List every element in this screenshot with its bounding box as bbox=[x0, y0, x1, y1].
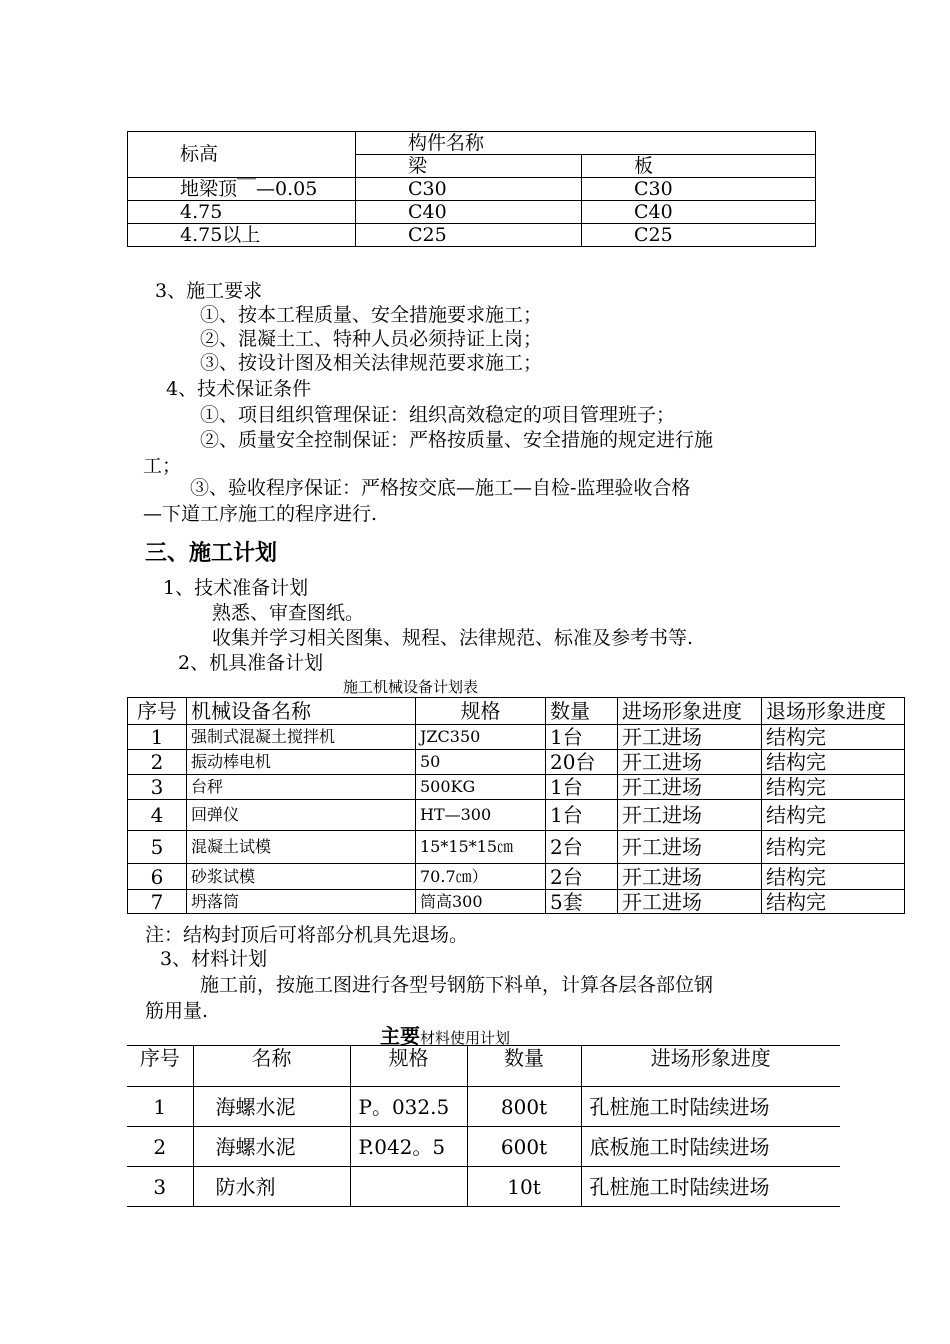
table-header-row bbox=[128, 698, 905, 725]
cell-name: 台秤 bbox=[187, 775, 416, 800]
cell-entry: 开工进场 bbox=[618, 864, 762, 890]
cell-no: 6 bbox=[128, 864, 187, 890]
header-spec: 规格 bbox=[416, 698, 546, 725]
header-qty: 数量 bbox=[546, 698, 618, 725]
cell-exit: 结构完 bbox=[762, 775, 905, 800]
equip-table-caption: 施工机械设备计划表 bbox=[343, 678, 479, 696]
guarantee-item-2-cont: 工； bbox=[143, 455, 182, 477]
equipment-note: 注：结构封顶后可将部分机具先退场。 bbox=[145, 924, 469, 946]
cell-name: 回弹仪 bbox=[187, 800, 416, 831]
header-slab: 板 bbox=[582, 155, 816, 178]
cell-no: 3 bbox=[128, 775, 187, 800]
table-row bbox=[128, 201, 816, 224]
cell-beam: C30 bbox=[356, 178, 582, 201]
cell-spec: 70.7㎝） bbox=[416, 864, 546, 890]
table-row bbox=[128, 890, 905, 914]
cell-qty: 5套 bbox=[546, 890, 618, 914]
guarantee-item-2: ②、质量安全控制保证：严格按质量、安全措施的规定进行施 bbox=[200, 429, 714, 451]
table-row bbox=[128, 224, 816, 247]
cell-qty: 1台 bbox=[546, 775, 618, 800]
cell-beam: C25 bbox=[356, 224, 582, 247]
cell-qty: 1台 bbox=[546, 800, 618, 831]
cell-entry: 开工进场 bbox=[618, 831, 762, 864]
cell-entry: 开工进场 bbox=[618, 800, 762, 831]
cell-name: 坍落筒 bbox=[187, 890, 416, 914]
cell-name: 砂浆试模 bbox=[187, 864, 416, 890]
requirement-item: ③、按设计图及相关法律规范要求施工； bbox=[200, 352, 543, 374]
section-heading: 三、施工计划 bbox=[145, 541, 278, 566]
cell-spec: JZC350 bbox=[416, 725, 546, 750]
requirement-item: ①、按本工程质量、安全措施要求施工； bbox=[200, 304, 543, 326]
cell-qty: 10t bbox=[467, 1167, 581, 1207]
header-elevation: 标高 bbox=[128, 132, 356, 178]
cell-no: 7 bbox=[128, 890, 187, 914]
cell-spec: 15*15*15㎝ bbox=[416, 831, 546, 864]
cell-spec: P。032.5 bbox=[350, 1087, 467, 1127]
header-spec: 规格 bbox=[350, 1046, 467, 1087]
cell-beam: C40 bbox=[356, 201, 582, 224]
cell-qty: 600t bbox=[467, 1127, 581, 1167]
table-row bbox=[128, 864, 905, 890]
cell-spec: 筒高300 bbox=[416, 890, 546, 914]
equip-prep-title: 2、机具准备计划 bbox=[178, 652, 324, 674]
cell-qty: 2台 bbox=[546, 864, 618, 890]
table-row bbox=[128, 775, 905, 800]
cell-spec bbox=[350, 1167, 467, 1207]
header-entry-progress: 进场形象进度 bbox=[618, 698, 762, 725]
caption-rest: 材料使用计划 bbox=[420, 1029, 511, 1047]
cell-spec: 50 bbox=[416, 750, 546, 775]
cell-no: 2 bbox=[127, 1127, 193, 1167]
table-header-row bbox=[127, 1046, 840, 1087]
table-row bbox=[128, 725, 905, 750]
header-qty: 数量 bbox=[467, 1046, 581, 1087]
cell-slab: C25 bbox=[582, 224, 816, 247]
cell-slab: C30 bbox=[582, 178, 816, 201]
cell-entry: 开工进场 bbox=[618, 775, 762, 800]
cell-entry: 开工进场 bbox=[618, 890, 762, 914]
header-component-name: 构件名称 bbox=[356, 132, 816, 155]
cell-spec: HT—300 bbox=[416, 800, 546, 831]
cell-no: 1 bbox=[128, 725, 187, 750]
cell-elevation: 地梁顶￣—0.05 bbox=[128, 178, 356, 201]
cell-exit: 结构完 bbox=[762, 831, 905, 864]
cell-spec: P.042。5 bbox=[350, 1127, 467, 1167]
cell-entry: 开工进场 bbox=[618, 725, 762, 750]
requirement-item: ②、混凝土工、特种人员必须持证上岗； bbox=[200, 328, 543, 350]
table-row bbox=[127, 1127, 840, 1167]
material-table bbox=[127, 1045, 840, 1207]
equipment-table bbox=[127, 697, 905, 914]
cell-entry: 孔桩施工时陆续进场 bbox=[581, 1167, 840, 1207]
cell-name: 混凝土试模 bbox=[187, 831, 416, 864]
header-beam: 梁 bbox=[356, 155, 582, 178]
cell-name: 振动棒电机 bbox=[187, 750, 416, 775]
cell-elevation: 4.75 bbox=[128, 201, 356, 224]
cell-exit: 结构完 bbox=[762, 864, 905, 890]
table-row bbox=[128, 831, 905, 864]
cell-spec: 500KG bbox=[416, 775, 546, 800]
cell-no: 4 bbox=[128, 800, 187, 831]
header-no: 序号 bbox=[127, 1046, 193, 1087]
cell-qty: 1台 bbox=[546, 725, 618, 750]
table-row bbox=[128, 800, 905, 831]
table-row bbox=[128, 750, 905, 775]
material-plan-title: 3、材料计划 bbox=[160, 948, 268, 970]
cell-exit: 结构完 bbox=[762, 890, 905, 914]
header-equipment-name: 机械设备名称 bbox=[187, 698, 416, 725]
tech-prep-item: 熟悉、审查图纸。 bbox=[212, 602, 365, 624]
cell-no: 2 bbox=[128, 750, 187, 775]
cell-name: 海螺水泥 bbox=[193, 1087, 350, 1127]
cell-qty: 2台 bbox=[546, 831, 618, 864]
cell-entry: 孔桩施工时陆续进场 bbox=[581, 1087, 840, 1127]
cell-exit: 结构完 bbox=[762, 750, 905, 775]
cell-name: 防水剂 bbox=[193, 1167, 350, 1207]
header-entry-progress: 进场形象进度 bbox=[581, 1046, 840, 1087]
cell-slab: C40 bbox=[582, 201, 816, 224]
header-exit-progress: 退场形象进度 bbox=[762, 698, 905, 725]
cell-exit: 结构完 bbox=[762, 725, 905, 750]
cell-elevation: 4.75以上 bbox=[128, 224, 356, 247]
guarantee-item-3: ③、验收程序保证：严格按交底—施工—自检-监理验收合格 bbox=[190, 477, 691, 499]
cell-no: 1 bbox=[127, 1087, 193, 1127]
cell-entry: 开工进场 bbox=[618, 750, 762, 775]
header-no: 序号 bbox=[128, 698, 187, 725]
requirements-title: 3、施工要求 bbox=[155, 280, 263, 302]
header-name: 名称 bbox=[193, 1046, 350, 1087]
table-row bbox=[127, 1087, 840, 1127]
cell-name: 海螺水泥 bbox=[193, 1127, 350, 1167]
cell-qty: 20台 bbox=[546, 750, 618, 775]
guarantee-item-1: ①、项目组织管理保证：组织高效稳定的项目管理班子； bbox=[200, 404, 676, 426]
material-paragraph-cont: 筋用量. bbox=[145, 1000, 209, 1022]
caption-bold: 主要 bbox=[380, 1024, 420, 1048]
cell-no: 5 bbox=[128, 831, 187, 864]
concrete-grade-table bbox=[127, 131, 816, 247]
tech-prep-item: 收集并学习相关图集、规程、法律规范、标准及参考书等. bbox=[212, 627, 694, 649]
cell-name: 强制式混凝土搅拌机 bbox=[187, 725, 416, 750]
cell-qty: 800t bbox=[467, 1087, 581, 1127]
table-row bbox=[128, 178, 816, 201]
guarantee-title: 4、技术保证条件 bbox=[166, 378, 312, 400]
cell-entry: 底板施工时陆续进场 bbox=[581, 1127, 840, 1167]
cell-no: 3 bbox=[127, 1167, 193, 1207]
cell-exit: 结构完 bbox=[762, 800, 905, 831]
table-row bbox=[127, 1167, 840, 1207]
tech-prep-title: 1、技术准备计划 bbox=[163, 577, 309, 599]
guarantee-item-3-cont: —下道工序施工的程序进行. bbox=[143, 503, 378, 525]
material-paragraph: 施工前，按施工图进行各型号钢筋下料单，计算各层各部位钢 bbox=[200, 974, 714, 996]
